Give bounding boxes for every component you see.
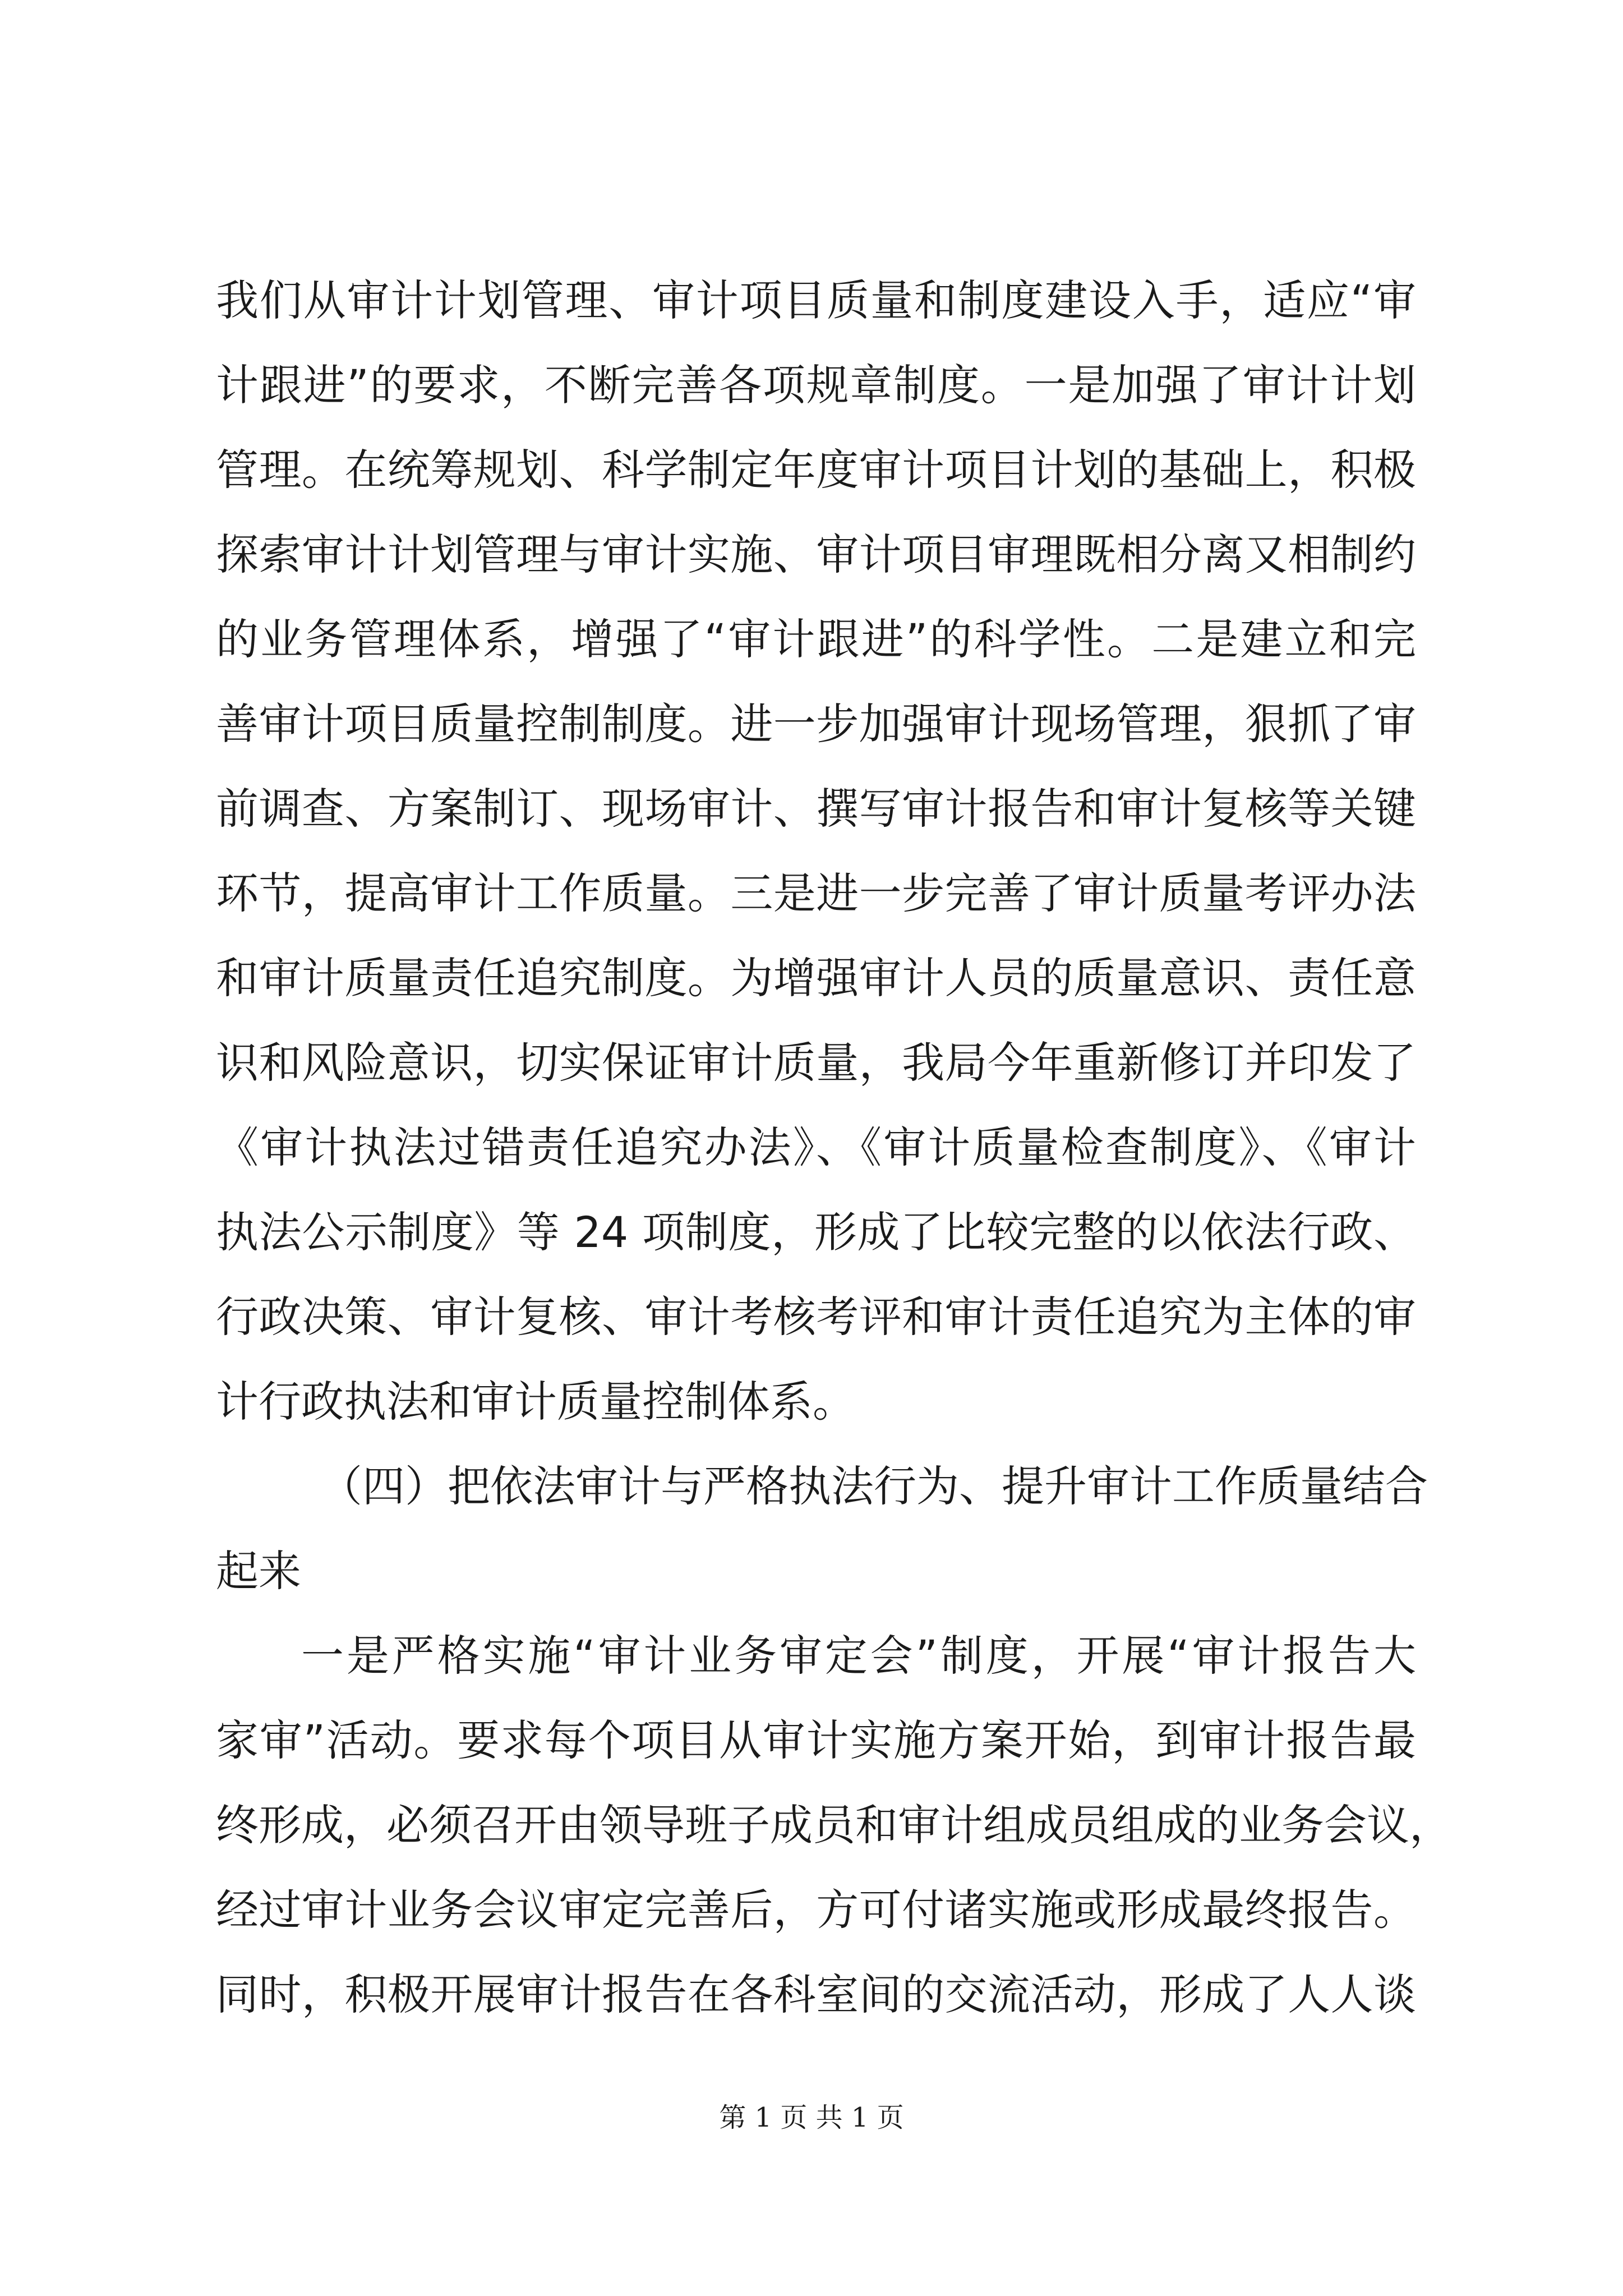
text-line: 终形成，必须召开由领导班子成员和审计组成员组成的业务会议， — [216, 1800, 1452, 1850]
text-line: 识和风险意识，切实保证审计质量，我局今年重新修订并印发了 — [216, 1038, 1416, 1088]
text-line: 家审”活动。要求每个项目从审计实施方案开始，到审计报告最 — [216, 1715, 1416, 1765]
page-footer: 第 1 页 共 1 页 — [719, 2102, 904, 2133]
text-line: 善审计项目质量控制制度。进一步加强审计现场管理，狠抓了审 — [216, 699, 1416, 749]
text-line: 同时，积极开展审计报告在各科室间的交流活动，形成了人人谈 — [216, 1970, 1416, 2019]
text-line: 一是严格实施“审计业务审定会”制度，开展“审计报告大 — [301, 1631, 1416, 1681]
section-heading-line: （四）把依法审计与严格执法行为、提升审计工作质量结合 — [320, 1461, 1428, 1511]
text-line: 经过审计业务会议审定完善后，方可付诸实施或形成最终报告。 — [216, 1885, 1416, 1935]
text-line: 计行政执法和审计质量控制体系。 — [216, 1377, 855, 1427]
text-line: 环节，提高审计工作质量。三是进一步完善了审计质量考评办法 — [216, 868, 1416, 918]
text-line: 管理。在统筹规划、科学制定年度审计项目计划的基础上，积极 — [216, 445, 1416, 495]
text-line: 和审计质量责任追究制度。为增强审计人员的质量意识、责任意 — [216, 953, 1416, 1003]
body-text — [216, 258, 1452, 2037]
text-line: 《审计执法过错责任追究办法》、《审计质量检查制度》、《审计 — [216, 1122, 1416, 1172]
text-line: 行政决策、审计复核、审计考核考评和审计责任追究为主体的审 — [216, 1292, 1416, 1342]
text-line: 前调查、方案制订、现场审计、撰写审计报告和审计复核等关键 — [216, 784, 1416, 834]
text-line: 我们从审计计划管理、审计项目质量和制度建设入手，适应“审 — [216, 275, 1416, 325]
text-line: 的业务管理体系，增强了“审计跟进”的科学性。二是建立和完 — [216, 614, 1416, 664]
section-heading-line: 起来 — [216, 1546, 301, 1596]
text-line: 探索审计计划管理与审计实施、审计项目审理既相分离又相制约 — [216, 530, 1416, 579]
text-line: 计跟进”的要求，不断完善各项规章制度。一是加强了审计计划 — [216, 360, 1416, 410]
text-line: 执法公示制度》等 24 项制度，形成了比较完整的以依法行政、 — [216, 1207, 1416, 1257]
